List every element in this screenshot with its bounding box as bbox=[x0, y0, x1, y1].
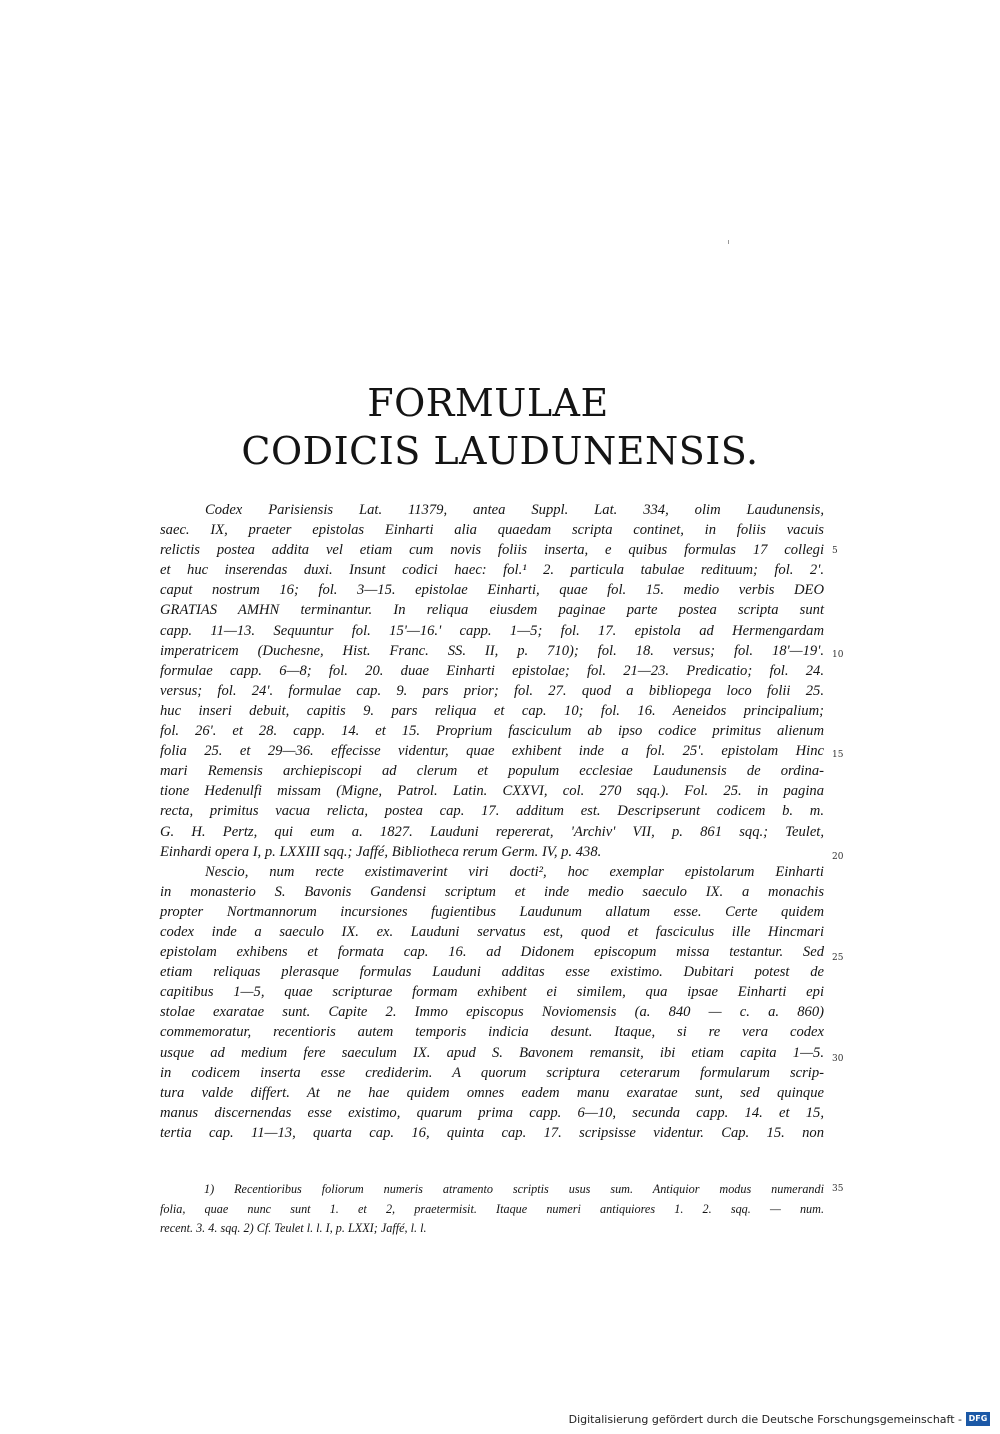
body-line: Einhardi opera I, p. LXXIII sqq.; Jaffé, Bibliotheca rerum Germ. IV, p. 438. bbox=[160, 843, 602, 860]
footnote-line: recent. 3. 4. sqq. 2) Cf. Teulet l. l. I, p. LXXI; Jaffé, l. l. bbox=[160, 1221, 427, 1236]
body-line: versus; fol. 24'. formulae cap. 9. pars prior; fol. 27. quod a bibliopega loco folii 25. bbox=[160, 682, 824, 699]
body-line: relictis postea addita vel etiam cum novis foliis inserta, e quibus formulas 17 collegi bbox=[160, 542, 824, 559]
body-line: mari Remensis archiepiscopi ad clerum et populum ecclesiae Laudunensis de ordina- bbox=[160, 763, 824, 780]
line-number: 30 bbox=[832, 1054, 844, 1064]
body-line: capitibus 1—5, quae scripturae formam exhibent ei similem, qua ipsae Einharti epi bbox=[160, 984, 824, 1001]
body-line: GRATIAS AMHN terminantur. In reliqua eiusdem paginae parte postea scripta sunt bbox=[160, 602, 824, 619]
body-line: fol. 26'. et 28. capp. 14. et 15. Proprium fasciculum ab ipso codice primitus alienum bbox=[160, 723, 824, 740]
body-line: tione Hedenulfi missam (Migne, Patrol. Latin. CXXVI, col. 270 sqq.). Fol. 25. in pagina bbox=[160, 783, 824, 800]
body-line: in codicem inserta esse crediderim. A quorum scriptura ceterarum formularum scrip- bbox=[160, 1064, 824, 1081]
body-line: Nescio, num recte existimaverint viri docti², hoc exemplar epistolarum Einharti bbox=[205, 863, 824, 880]
body-line: stolae exaratae sunt. Capite 2. Immo episcopus Noviomensis (a. 840 — c. a. 860) bbox=[160, 1004, 824, 1021]
body-line: commemoratur, recentioris autem temporis indicia desunt. Itaque, si re vera codex bbox=[160, 1024, 824, 1041]
dfg-logo-icon: DFG bbox=[966, 1412, 990, 1426]
stray-mark bbox=[728, 240, 729, 244]
body-line: etiam reliquas plerasque formulas Lauduni additas esse existimo. Dubitari potest de bbox=[160, 964, 824, 981]
body-text bbox=[160, 500, 824, 1143]
line-number: 10 bbox=[832, 650, 844, 660]
body-line: huc inseri debuit, capitis 9. pars reliqua et cap. 10; fol. 16. Aeneidos principalium; bbox=[160, 702, 824, 719]
title-line-2: CODICIS LAUDUNENSIS. bbox=[241, 429, 759, 473]
body-line: formulae capp. 6—8; fol. 20. duae Einharti epistolae; fol. 21—23. Predicatio; fol. 24. bbox=[160, 662, 824, 679]
line-number: 35 bbox=[832, 1184, 844, 1194]
body-line: manus discernendas esse existimo, quarum prima capp. 6—10, secunda capp. 14. et 15, bbox=[160, 1104, 824, 1121]
body-line: Codex Parisiensis Lat. 11379, antea Suppl. Lat. 334, olim Laudunensis, bbox=[205, 502, 824, 518]
body-line: tertia cap. 11—13, quarta cap. 16, quinta cap. 17. scripsisse videntur. Cap. 15. non bbox=[160, 1124, 824, 1141]
body-line: capp. 11—13. Sequuntur fol. 15'—16.' capp. 1—5; fol. 17. epistola ad Hermengardam bbox=[160, 622, 824, 639]
body-line: codex inde a saeculo IX. ex. Lauduni servatus est, quod et fasciculus ille Hincmari bbox=[160, 923, 824, 940]
body-line: propter Nortmannorum incursiones fugientibus Laudunum allatum esse. Certe quidem bbox=[160, 903, 824, 920]
footnotes bbox=[160, 1180, 824, 1239]
body-line: in monasterio S. Bavonis Gandensi scriptum et inde medio saeculo IX. a monachis bbox=[160, 883, 824, 900]
body-line: imperatricem (Duchesne, Hist. Franc. SS. II, p. 710); fol. 18. versus; fol. 18'—19'. bbox=[160, 642, 824, 659]
body-line: epistolam exhibens et formata cap. 16. ad Didonem episcopum missa testantur. Sed bbox=[160, 944, 824, 961]
footnote-line: folia, quae nunc sunt 1. et 2, praetermisit. Itaque numeri antiquiores 1. 2. sqq. — num. bbox=[160, 1201, 824, 1216]
line-number: 25 bbox=[832, 953, 844, 963]
body-line: caput nostrum 16; fol. 3—15. epistolae Einharti, quae fol. 15. medio verbis DEO bbox=[160, 582, 824, 599]
body-line: tura valde differt. At ne hae quidem omnes eadem manu exaratae sunt, sed quinque bbox=[160, 1084, 824, 1101]
funding-text: Digitalisierung gefördert durch die Deutsche Forschungsgemeinschaft - bbox=[568, 1412, 962, 1426]
body-line: et huc inserendas duxi. Insunt codici haec: fol.¹ 2. particula tabulae redituum; fol. 2'. bbox=[160, 562, 824, 579]
line-number: 20 bbox=[832, 852, 844, 862]
footnote-line: 1) Recentioribus foliorum numeris atramento scriptis usus sum. Antiquior modus numerandi bbox=[204, 1182, 824, 1196]
body-line: saec. IX, praeter epistolas Einharti alia quaedam scripta continet, in foliis vacuis bbox=[160, 522, 824, 539]
funding-banner bbox=[569, 1410, 990, 1428]
title-line-1: FORMULAE bbox=[367, 381, 609, 425]
body-line: G. H. Pertz, qui eum a. 1827. Lauduni repererat, 'Archiv' VII, p. 861 sqq.; Teulet, bbox=[160, 823, 824, 840]
body-line: folia 25. et 29—36. effecisse videntur, quae exhibent inde a fol. 25'. epistolam Hinc bbox=[160, 743, 824, 760]
body-line: recta, primitus vacua relicta, postea cap. 17. additum est. Descripserunt codicem b. m. bbox=[160, 803, 824, 820]
body-line: usque ad medium fere saeculum IX. apud S. Bavonem remansit, ibi etiam capita 1—5. bbox=[160, 1044, 824, 1061]
line-number: 15 bbox=[832, 750, 844, 760]
line-number: 5 bbox=[832, 546, 838, 556]
